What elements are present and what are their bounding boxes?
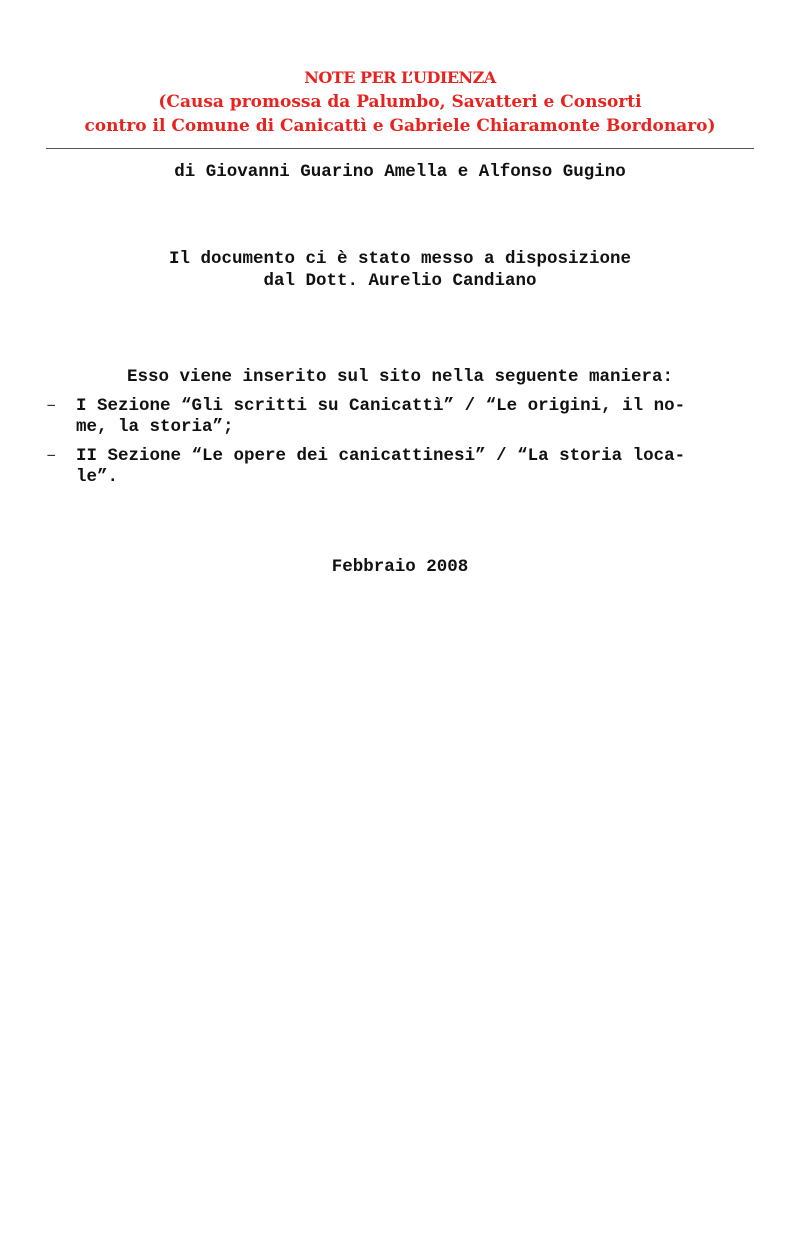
credit-line-2: dal Dott. Aurelio Candiano bbox=[263, 271, 537, 291]
intro-line: Esso viene inserito sul sito nella seguente maniera: bbox=[126, 367, 674, 387]
title-divider bbox=[46, 148, 754, 149]
document-date: Febbraio 2008 bbox=[331, 557, 469, 577]
section-list bbox=[46, 396, 758, 496]
document-title bbox=[0, 66, 800, 138]
credit-line-1: Il documento ci è stato messo a disposizione bbox=[168, 249, 632, 269]
list-item bbox=[46, 396, 758, 438]
authors-line: di Giovanni Guarino Amella e Alfonso Gugino bbox=[174, 162, 626, 182]
dash-bullet-icon: – bbox=[46, 396, 57, 416]
list-item bbox=[46, 446, 758, 488]
title-heading: NOTE PER L’UDIENZA bbox=[304, 68, 496, 87]
list-item-line-2: le”. bbox=[76, 467, 119, 487]
list-item-line-1: II Sezione “Le opere dei canicattinesi” / “La storia loca- bbox=[76, 446, 686, 466]
title-parties-line: contro il Comune di Canicattì e Gabriele Chiaramonte Bordonaro) bbox=[84, 116, 716, 136]
list-item-line-2: me, la storia”; bbox=[76, 417, 234, 437]
dash-bullet-icon: – bbox=[46, 446, 57, 466]
title-case-line: (Causa promossa da Palumbo, Savatteri e Consorti bbox=[158, 92, 642, 112]
credit-note bbox=[0, 248, 800, 292]
list-item-line-1: I Sezione “Gli scritti su Canicattì” / “Le origini, il no- bbox=[76, 396, 686, 416]
